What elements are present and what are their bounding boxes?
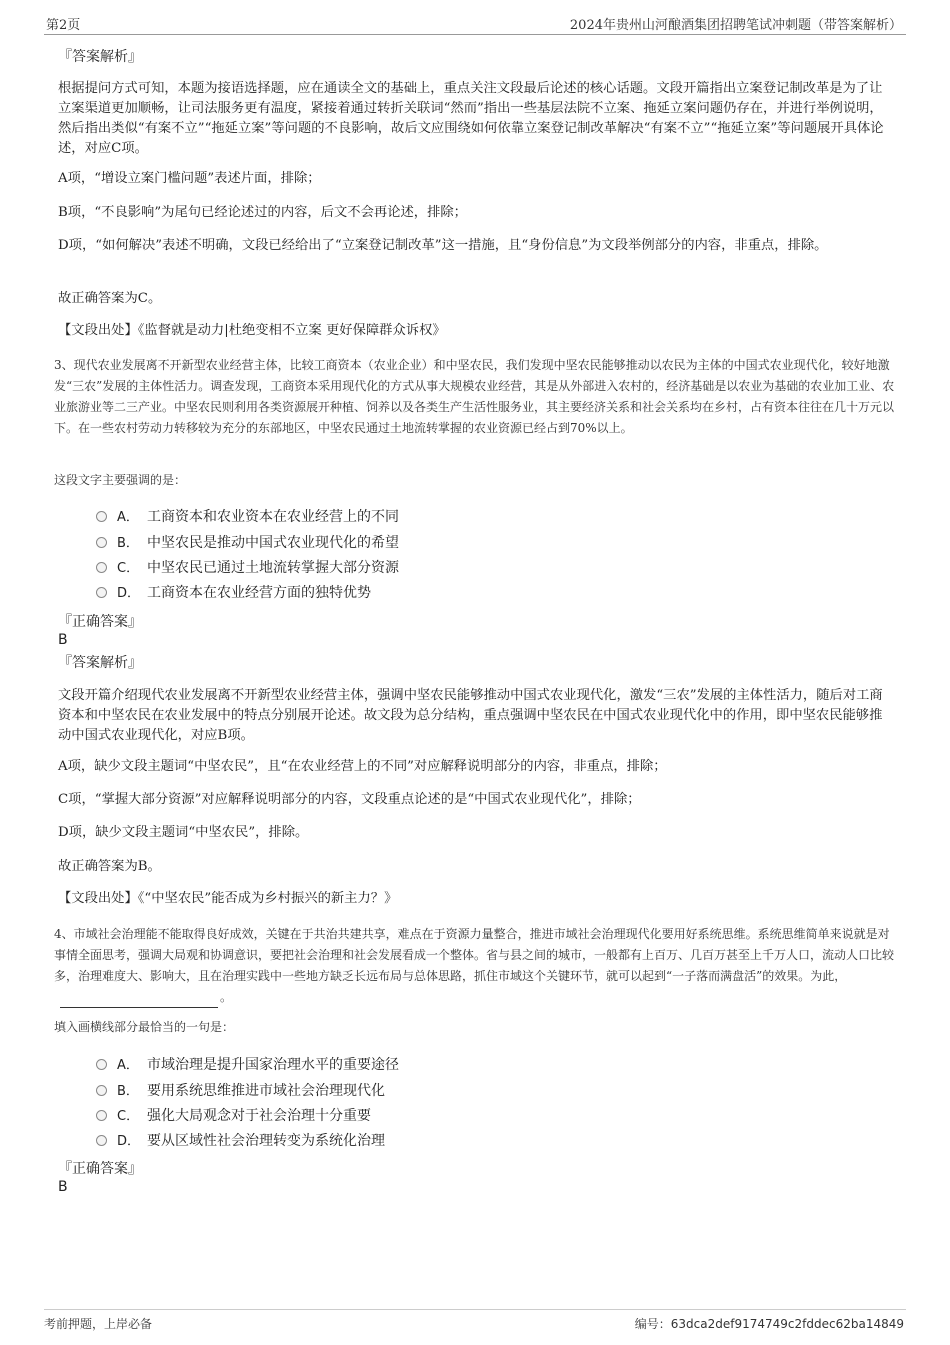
radio-icon[interactable]: [96, 562, 107, 573]
radio-icon[interactable]: [96, 511, 107, 522]
q3-option-c[interactable]: [96, 558, 399, 578]
q3-answer: B: [58, 632, 68, 648]
q3-analysis-label: 『答案解析』: [58, 655, 142, 671]
option-text: 工商资本和农业资本在农业经营上的不同: [147, 509, 399, 525]
option-letter: A．: [117, 510, 139, 525]
q2-analysis-label: 『答案解析』: [58, 49, 142, 65]
option-letter: D．: [117, 1134, 141, 1149]
q3-analysis-a: A项，缺少文段主题词“中坚农民”，且“在农业经营上的不同”对应解释说明部分的内容，非重点，排除；: [58, 759, 667, 774]
q4-passage-text: 4、市域社会治理能不能取得良好成效，关键在于共治共建共享，难点在于资源力量整合，推进市域社会治理现代化要用好系统思维。系统思维简单来说就是对事情全面思考，强调大局观和协调意识，要把社会治理和社会发展看成一个整体。省与县之间的城市，一般都有上百万、几百万甚至上千万人口，流动人口比较多，治理难度大、影响大，且在治理实践中一些地方缺乏长远布局与总体思路，抓住市域这个关键环节，就可以起到“一子落而满盘活”的效果。为此，: [54, 927, 895, 983]
q4-option-c[interactable]: [96, 1106, 371, 1126]
q4-option-b[interactable]: [96, 1081, 385, 1101]
option-text: 市域治理是提升国家治理水平的重要途径: [147, 1057, 399, 1073]
q2-analysis-b: B项，“不良影响”为尾句已经论述过的内容，后文不会再论述，排除；: [58, 205, 467, 220]
q3-prompt: 这段文字主要强调的是：: [54, 473, 187, 487]
q3-option-a[interactable]: [96, 507, 399, 527]
footer-slogan: 考前押题，上岸必备: [44, 1317, 153, 1331]
q3-answer-label: 『正确答案』: [58, 614, 142, 630]
q2-analysis-a: A项，“增设立案门槛问题”表述片面，排除；: [58, 171, 321, 186]
radio-icon[interactable]: [96, 537, 107, 548]
option-text: 工商资本在农业经营方面的独特优势: [147, 585, 371, 601]
option-text: 要从区域性社会治理转变为系统化治理: [147, 1133, 385, 1149]
option-letter: D．: [117, 586, 141, 601]
radio-icon[interactable]: [96, 587, 107, 598]
q3-analysis-main: 文段开篇介绍现代农业发展离不开新型农业经营主体，强调中坚农民能够推动中国式农业现代化，激发“三农”发展的主体性活力，随后对工商资本和中坚农民在农业发展中的特点分别展开论述。故文段为总分结构，重点强调中坚农民在中国式农业现代化中的作用，即中坚农民能够推动中国式农业现代化，对应B项。: [58, 688, 883, 743]
q3-source: 【文段出处】《“中坚农民”能否成为乡村振兴的新主力？》: [58, 891, 398, 906]
q4-passage: [54, 924, 900, 1008]
page-header: [44, 12, 906, 35]
option-letter: C．: [117, 561, 140, 576]
q4-option-a[interactable]: [96, 1055, 399, 1075]
option-letter: A．: [117, 1058, 139, 1073]
q4-prompt: 填入画横线部分最恰当的一句是：: [54, 1020, 235, 1034]
q2-analysis-main: 根据提问方式可知，本题为接语选择题，应在通读全文的基础上，重点关注文段最后论述的核心话题。文段开篇指出立案登记制改革是为了让立案渠道更加顺畅，让司法服务更有温度，紧接着通过转折关联词“然而”指出一些基层法院不立案、拖延立案问题仍存在，并进行举例说明，然后指出类似“有案不立”“拖延立案”等问题的不良影响，故后文应围绕如何依靠立案登记制改革解决“有案不立”“拖延立案”等问题展开具体论述，对应C项。: [58, 81, 884, 156]
document-id-label: 编号：: [634, 1317, 671, 1331]
fill-blank: [60, 993, 218, 1008]
option-letter: B．: [117, 536, 139, 551]
radio-icon[interactable]: [96, 1059, 107, 1070]
q3-analysis-c: C项，“掌握大部分资源”对应解释说明部分的内容，文段重点论述的是“中国式农业现代化”，排除；: [58, 792, 641, 807]
document-id-value: 63dca2def9174749c2fddec62ba14849: [670, 1317, 904, 1331]
q4-passage-end: 。: [220, 990, 233, 1004]
q3-option-b[interactable]: [96, 533, 399, 553]
document-id: [635, 1315, 904, 1332]
q3-option-d[interactable]: [96, 583, 371, 603]
option-text: 中坚农民是推动中国式农业现代化的希望: [147, 535, 399, 551]
page-number: 第2页: [46, 18, 81, 33]
radio-icon[interactable]: [96, 1085, 107, 1096]
q2-conclusion: 故正确答案为C。: [58, 291, 162, 306]
page-footer: [44, 1309, 906, 1334]
option-text: 中坚农民已通过土地流转掌握大部分资源: [147, 560, 399, 576]
q3-analysis-d: D项，缺少文段主题词“中坚农民”，排除。: [58, 825, 309, 840]
option-letter: C．: [117, 1109, 140, 1124]
option-letter: B．: [117, 1084, 139, 1099]
radio-icon[interactable]: [96, 1110, 107, 1121]
q4-answer: B: [58, 1179, 68, 1195]
q4-answer-label: 『正确答案』: [58, 1161, 142, 1177]
q4-option-d[interactable]: [96, 1131, 385, 1151]
q3-passage: 3、现代农业发展离不开新型农业经营主体，比较工商资本（农业企业）和中坚农民，我们发现中坚农民能够推动以农民为主体的中国式农业现代化，较好地激发“三农”发展的主体性活力。调查发现，工商资本采用现代化的方式从事大规模农业经营，其是从外部进入农村的，经济基础是以农业为基础的农业加工业、农业旅游业等二三产业。中坚农民则利用各类资源展开种植、饲养以及各类生产生活性服务业，其主要经济关系和社会关系均在乡村，占有资本往往在几十万元以下。在一些农村劳动力转移较为充分的东部地区，中坚农民通过土地流转掌握的农业资源已经占到70%以上。: [54, 358, 895, 435]
radio-icon[interactable]: [96, 1135, 107, 1146]
q2-analysis-d: D项，“如何解决”表述不明确，文段已经给出了“立案登记制改革”这一措施，且“身份信息”为文段举例部分的内容，非重点，排除。: [58, 238, 828, 253]
option-text: 要用系统思维推进市域社会治理现代化: [147, 1083, 385, 1099]
q2-source: 【文段出处】《监督就是动力|杜绝变相不立案 更好保障群众诉权》: [58, 323, 446, 338]
option-text: 强化大局观念对于社会治理十分重要: [147, 1108, 371, 1124]
q3-conclusion: 故正确答案为B。: [58, 859, 161, 874]
document-title: 2024年贵州山河酿酒集团招聘笔试冲刺题（带答案解析）: [569, 18, 902, 33]
